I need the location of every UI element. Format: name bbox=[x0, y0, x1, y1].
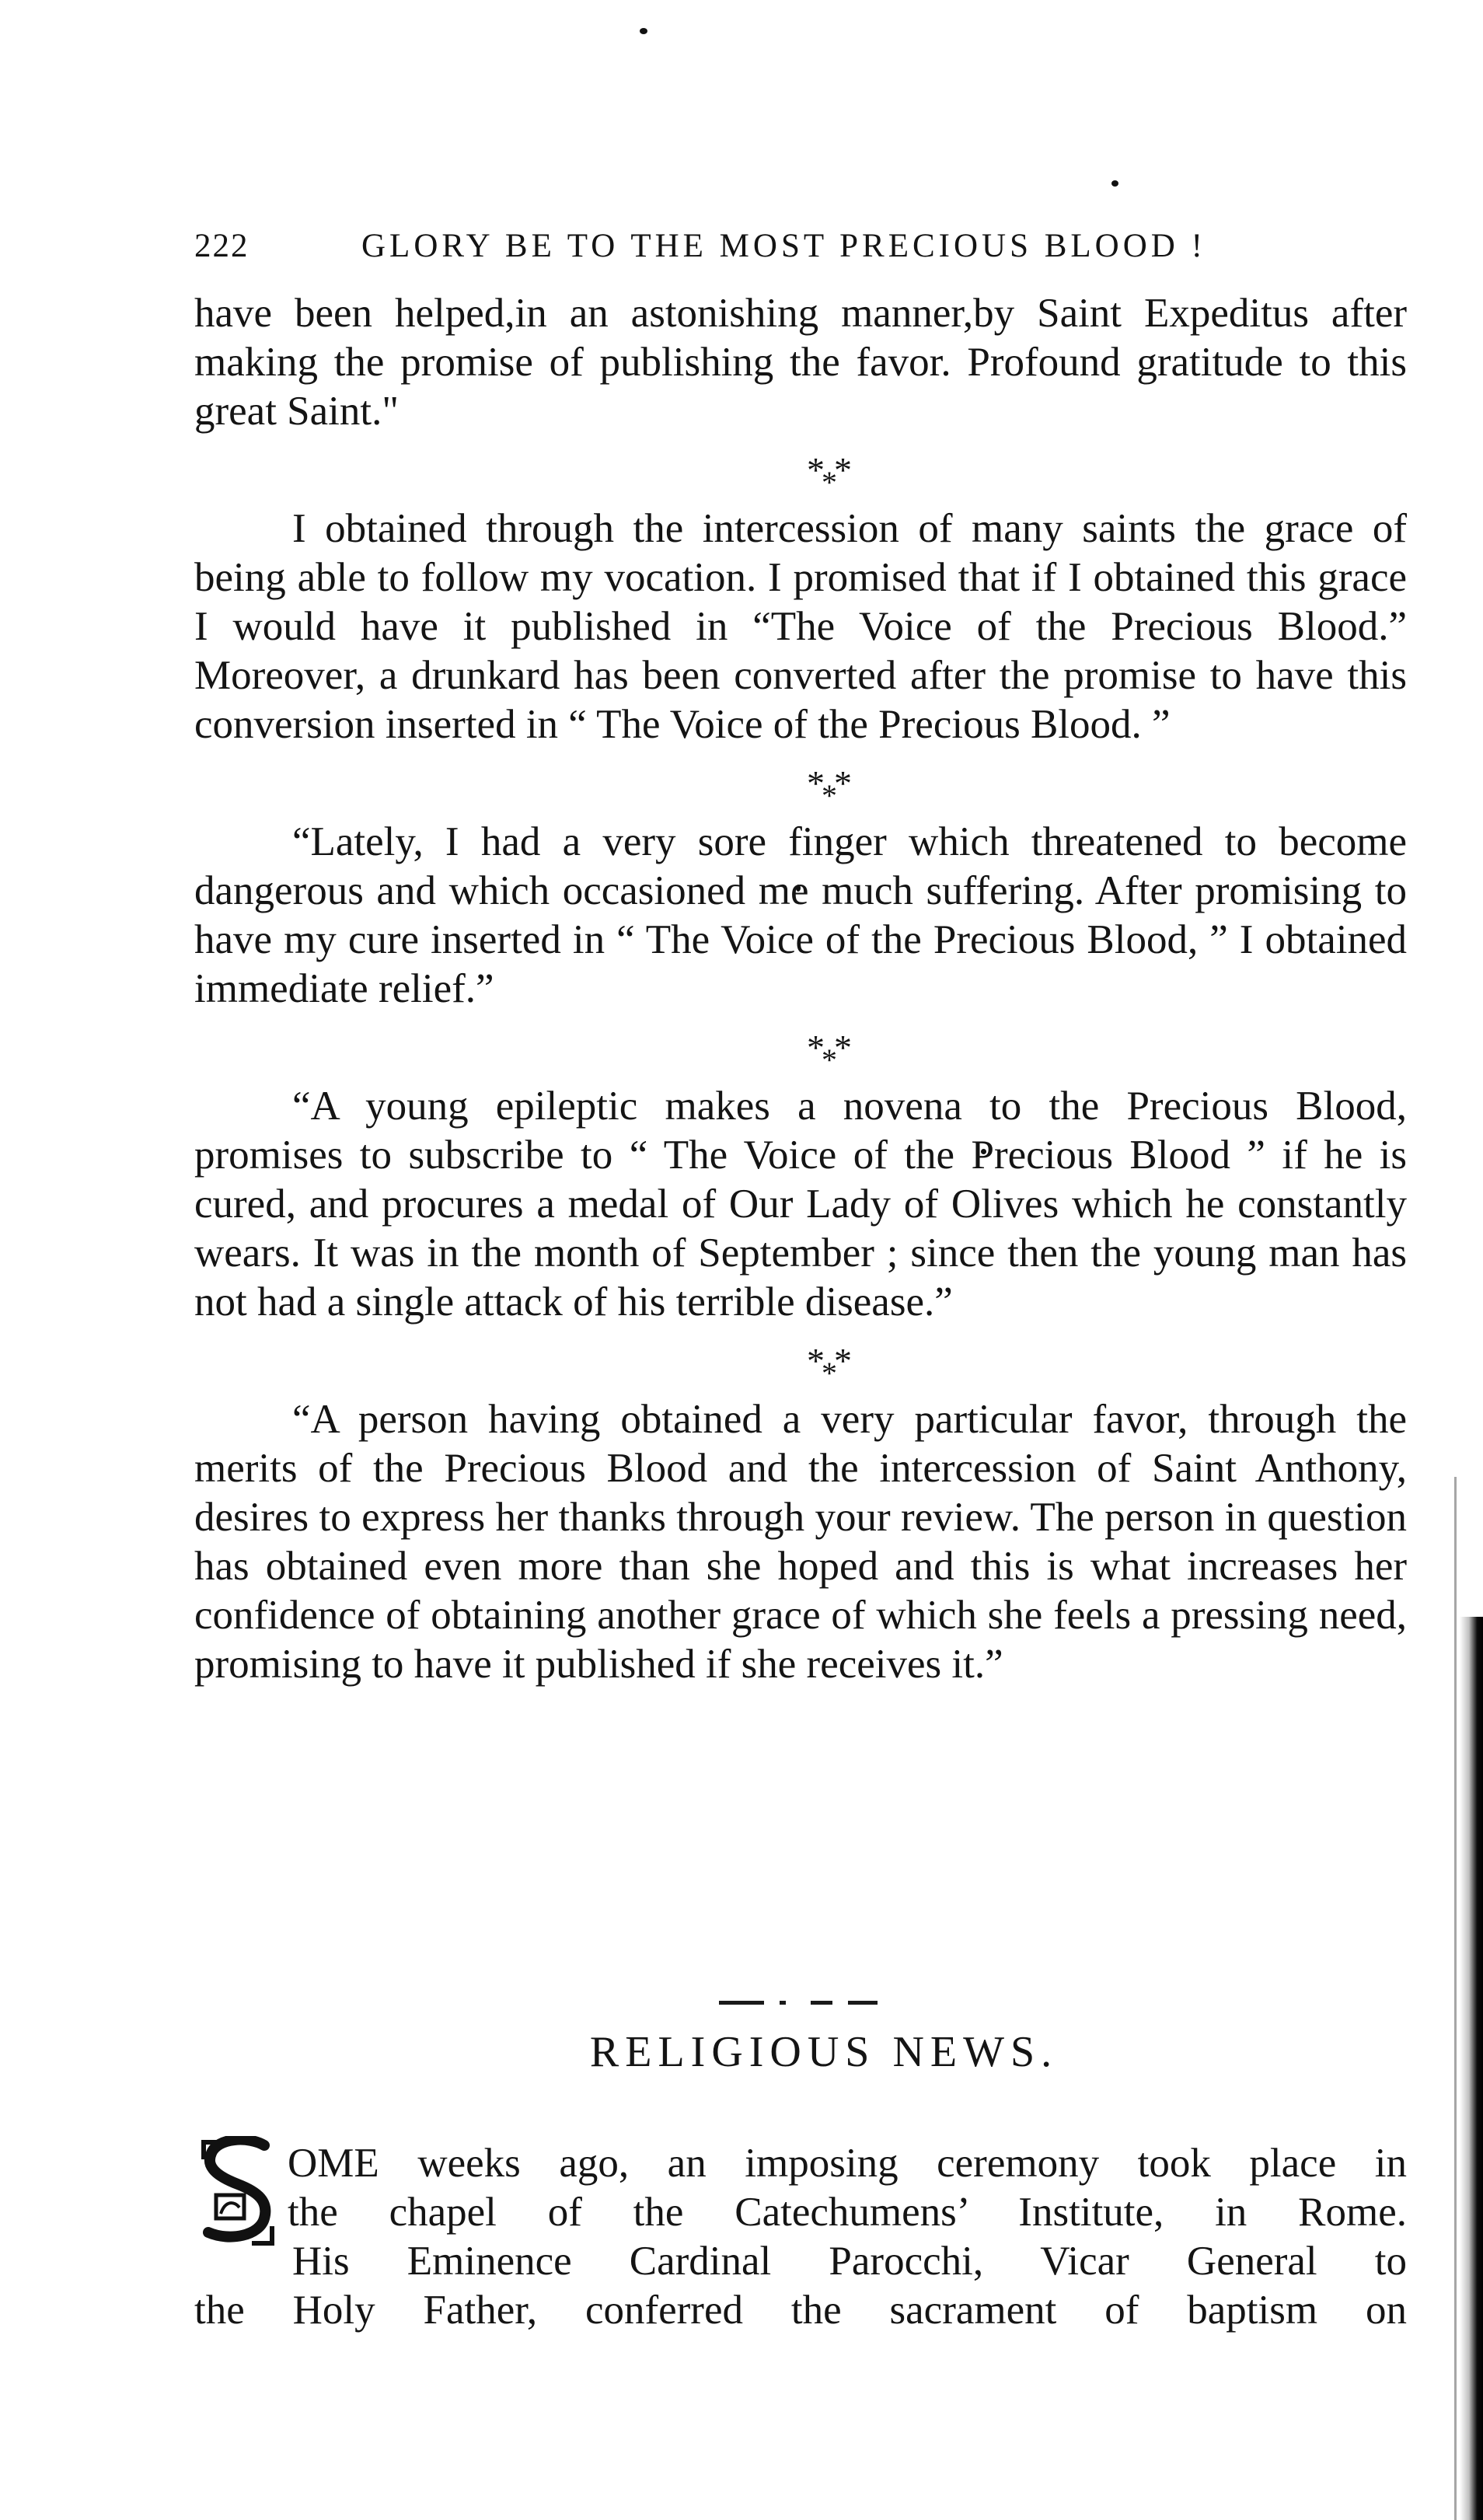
asterisk-glyph: * bbox=[807, 1341, 822, 1380]
asterisk-glyph: * bbox=[822, 1042, 834, 1077]
asterisk-glyph: * bbox=[834, 450, 849, 490]
asterism-glyph bbox=[807, 1327, 849, 1397]
asterism-glyph bbox=[807, 749, 849, 819]
paragraph-sore-finger: “Lately, I had a very sore finger which threatened to become dangerous and which occasioned me much suffering. After promising to have my cure inserted in “ The Voice of the Precious Blood, ” I obtained immediate relief.” bbox=[194, 819, 1407, 1011]
separator-asterism bbox=[194, 1014, 1407, 1082]
page-edge-line bbox=[1454, 1477, 1457, 2520]
running-title: GLORY BE TO THE MOST PRECIOUS BLOOD ! bbox=[361, 228, 1206, 264]
news-line: the chapel of the Catechumens’ Institute, in Rome. bbox=[288, 2190, 1407, 2235]
news-line: OME weeks ago, an imposing ceremony took place in bbox=[288, 2141, 1407, 2186]
asterism-glyph bbox=[807, 1014, 849, 1084]
ornamental-rule bbox=[719, 2001, 874, 2005]
asterism-glyph bbox=[807, 436, 849, 506]
scan-speck bbox=[640, 28, 647, 34]
page-number: 222 bbox=[194, 228, 249, 264]
separator-asterism bbox=[194, 749, 1407, 818]
asterisk-glyph: * bbox=[822, 465, 834, 500]
separator-asterism bbox=[194, 1327, 1407, 1395]
asterisk-glyph: * bbox=[822, 1356, 834, 1391]
paragraph-vocation: I obtained through the intercession of many saints the grace of being able to follow my vocation. I promised that if I obtained this grace I would have it published in “The Voice of the Precious Blood.” Moreover, a drunkard has been converted after the promise to have this conversion inserted in “ The Voice of the Precious Blood. ” bbox=[194, 506, 1407, 747]
asterisk-glyph: * bbox=[822, 778, 834, 813]
section-heading: RELIGIOUS NEWS. bbox=[589, 2028, 1059, 2076]
asterisk-glyph: * bbox=[834, 1341, 849, 1380]
asterisk-glyph: * bbox=[807, 450, 822, 490]
paragraph-saint-expeditus: have been helped,in an astonishing manner,by Saint Expeditus after making the promise of publishing the favor. Profound gratitude to this great Saint." bbox=[194, 291, 1407, 434]
news-paragraph bbox=[194, 2139, 1407, 2335]
asterisk-glyph: * bbox=[834, 763, 849, 803]
news-line: His Eminence Cardinal Parocchi, Vicar General to bbox=[292, 2239, 1407, 2284]
body-text bbox=[194, 289, 1407, 1689]
paragraph-saint-anthony: “A person having obtained a very particular favor, through the merits of the Precious Blood and the intercession of Saint Anthony, desires to express her thanks through your review. The person in question has obtained even more than she hoped and this is what increases her confidence of obtaining another grace of which she feels a pressing need, promising to have it published if she receives it.” bbox=[194, 1397, 1407, 1687]
page-edge-shadow bbox=[1460, 1617, 1483, 2520]
running-header bbox=[194, 227, 1399, 274]
asterisk-glyph: * bbox=[807, 763, 822, 803]
scan-speck bbox=[1111, 180, 1118, 187]
asterisk-glyph: * bbox=[807, 1028, 822, 1067]
news-line: the Holy Father, conferred the sacrament of baptism on bbox=[194, 2288, 1407, 2333]
asterisk-glyph: * bbox=[834, 1028, 849, 1067]
paragraph-epileptic: “A young epileptic makes a novena to the Precious Blood, promises to subscribe to “ The Voice of the Precious Blood ” if he is cured, and procures a medal of Our Lady of Olives which he constantly wears. It was in the month of September ; since then the young man has not had a single attack of his terrible disease.” bbox=[194, 1084, 1407, 1325]
separator-asterism bbox=[194, 436, 1407, 504]
